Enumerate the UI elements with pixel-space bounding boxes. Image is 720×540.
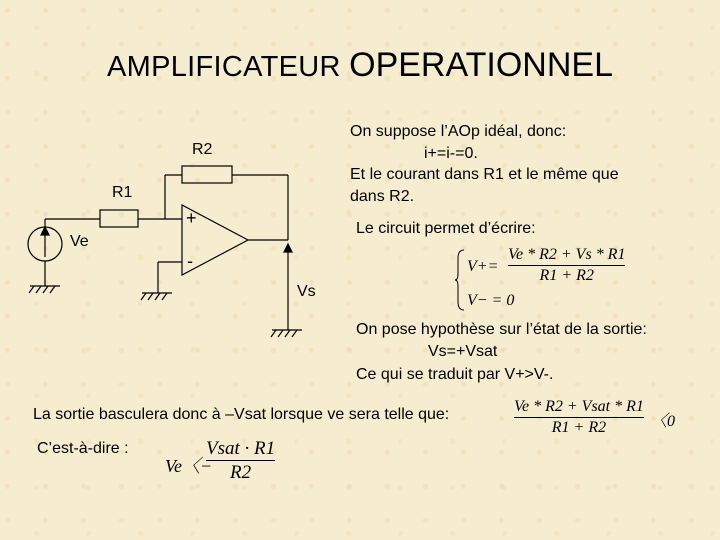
vs-label: Vs — [297, 283, 316, 300]
resistor-r2 — [182, 166, 232, 183]
condition-numerator: Ve * R2 + Vsat * R1 — [514, 398, 644, 415]
assumption-line4: dans R2. — [350, 188, 415, 205]
vminus-equation: V− = 0 — [467, 292, 515, 309]
ve-denominator: R2 — [230, 462, 252, 483]
minus-input-label: - — [187, 251, 193, 271]
assumption-line3: Et le courant dans R1 et le même que — [350, 166, 619, 183]
assumption-line2: i+=i-=0. — [424, 145, 478, 162]
r1-label: R1 — [112, 184, 133, 201]
resistor-r1 — [100, 210, 138, 227]
cest-a-dire-text: C’est-à-dire : — [37, 440, 129, 457]
bascule-text: La sortie basculera donc à –Vsat lorsque ve sera telle que: — [33, 406, 450, 423]
assumption-line1: On suppose l’AOp idéal, donc: — [350, 123, 567, 140]
plus-input-label: + — [186, 208, 197, 228]
vplus-lhs: V+= — [467, 258, 499, 275]
condition-rhs: 〈0 — [651, 413, 676, 430]
vplus-fraction — [508, 245, 625, 286]
hypothesis-line3: Ce qui se traduit par V+>V-. — [356, 366, 554, 383]
ground-icon — [271, 330, 302, 337]
title-part2: OPERATIONNEL — [349, 46, 613, 84]
ve-inequality-lhs: Ve〈− — [165, 456, 213, 476]
vplus-denominator: R1 + R2 — [539, 267, 594, 284]
ve-label: Ve — [70, 233, 89, 250]
hypothesis-line2: Vs=+Vsat — [428, 343, 498, 360]
ve-numerator: Vsat · R1 — [206, 438, 276, 459]
hypothesis-line1: On pose hypothèse sur l’état de la sortie: — [356, 321, 647, 338]
ve-fraction — [206, 437, 275, 484]
circuit-permet-text: Le circuit permet d’écrire: — [356, 220, 536, 237]
ground-icon — [141, 293, 172, 300]
ground-icon — [29, 286, 60, 293]
vplus-numerator: Ve * R2 + Vs * R1 — [508, 246, 626, 263]
r2-label: R2 — [192, 141, 213, 158]
system-brace — [454, 248, 466, 312]
title-part1: AMPLIFICATEUR — [107, 51, 341, 83]
condition-denominator: R1 + R2 — [551, 419, 607, 436]
condition-fraction — [514, 397, 644, 438]
